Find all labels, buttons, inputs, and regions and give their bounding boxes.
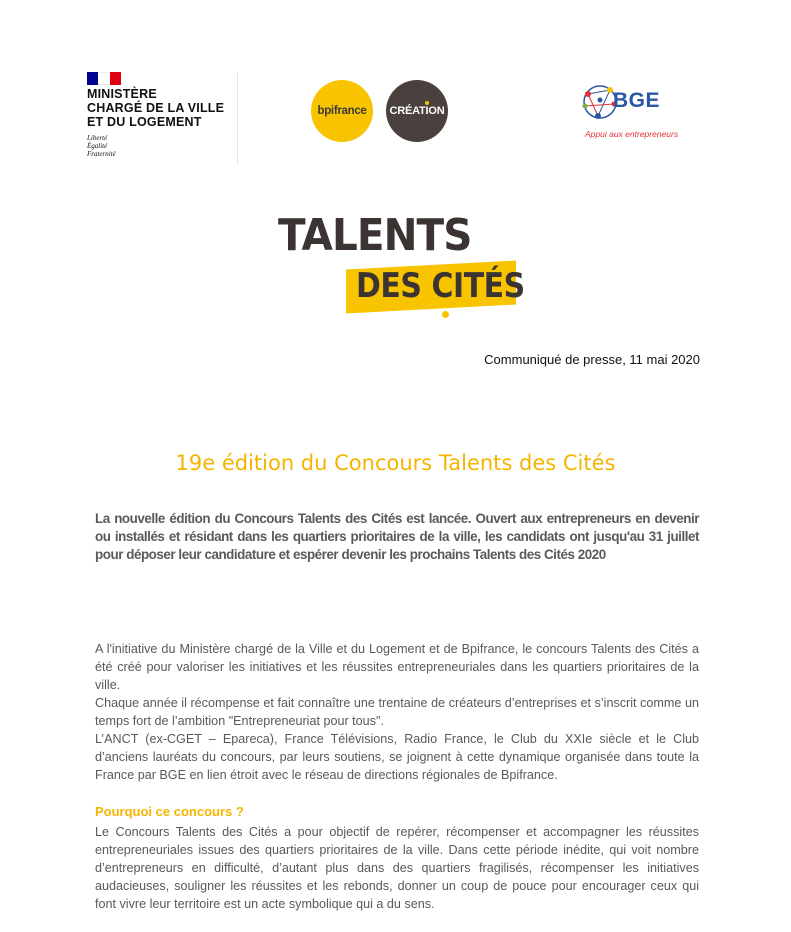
creation-logo: CRÉAT I ON — [386, 80, 448, 142]
intro-paragraph: L’ANCT (ex-CGET – Epareca), France Télévisions, Radio France, le Club du XXIe siècle et le Club d’anciens lauréats du concours, par leurs soutiens, se joignent à cette dynamique organisée dans toute la France par BGE en lien étroit avec le réseau de directions régionales de Bpifrance. — [95, 732, 699, 782]
lead-paragraph: La nouvelle édition du Concours Talents des Cités est lancée. Ouvert aux entrepreneurs en devenir ou installés et résidant dans les quartiers prioritaires de la ville, les candidats ont jusqu'au 31 juillet pour déposer leur candidature et espérer devenir les prochains Talents des Cités 2020 — [95, 511, 699, 562]
intro-paragraph: A l'initiative du Ministère chargé de la Ville et du Logement et de Bpifrance, le concours Talents des Cités a été créé pour valoriser les initiatives et les réussites entrepreneuriales dans les quartiers prioritaires de la ville. — [95, 642, 699, 692]
republic-motto: Liberté Égalité Fraternité — [87, 134, 116, 158]
bge-logo: BGE Appui aux entrepreneurs — [580, 80, 690, 142]
logo-dot-icon — [442, 311, 449, 318]
logo-divider — [237, 72, 238, 164]
press-release-date: Communiqué de presse, 11 mai 2020 — [484, 352, 700, 367]
intro-paragraph: Chaque année il récompense et fait connaître une trentaine de créateurs d’entreprises et s’inscrit comme un temps fort de l’ambition "Entrepreneuriat pour tous". — [95, 696, 699, 728]
section-title: Pourquoi ce concours ? — [95, 804, 244, 819]
french-flag-icon — [87, 72, 121, 85]
intro-text — [95, 640, 699, 784]
section-body: Le Concours Talents des Cités a pour objectif de repérer, récompenser et accompagner les réussites entrepreneuriales issues des quartiers prioritaires de la ville. Dans cette période inédite, qui voit nombre d’entrepreneurs en difficulté, d’autant plus dans des quartiers fragilisés, récompenser les initiatives audacieuses, souligner les réussites et les rebonds, donner un coup de pouce pour encourager ceux qui font vivre leur territoire est un acte symbolique qui a du sens. — [95, 825, 699, 911]
ministry-logo — [87, 72, 247, 167]
talents-des-cites-logo: TALENTS DES CITÉS — [276, 216, 521, 321]
bpifrance-logo: bpifrance — [311, 80, 373, 142]
ministry-name: MINISTÈRE CHARGÉ DE LA VILLE ET DU LOGEMENT — [87, 87, 225, 129]
headline: 19e édition du Concours Talents des Cités — [175, 451, 616, 475]
